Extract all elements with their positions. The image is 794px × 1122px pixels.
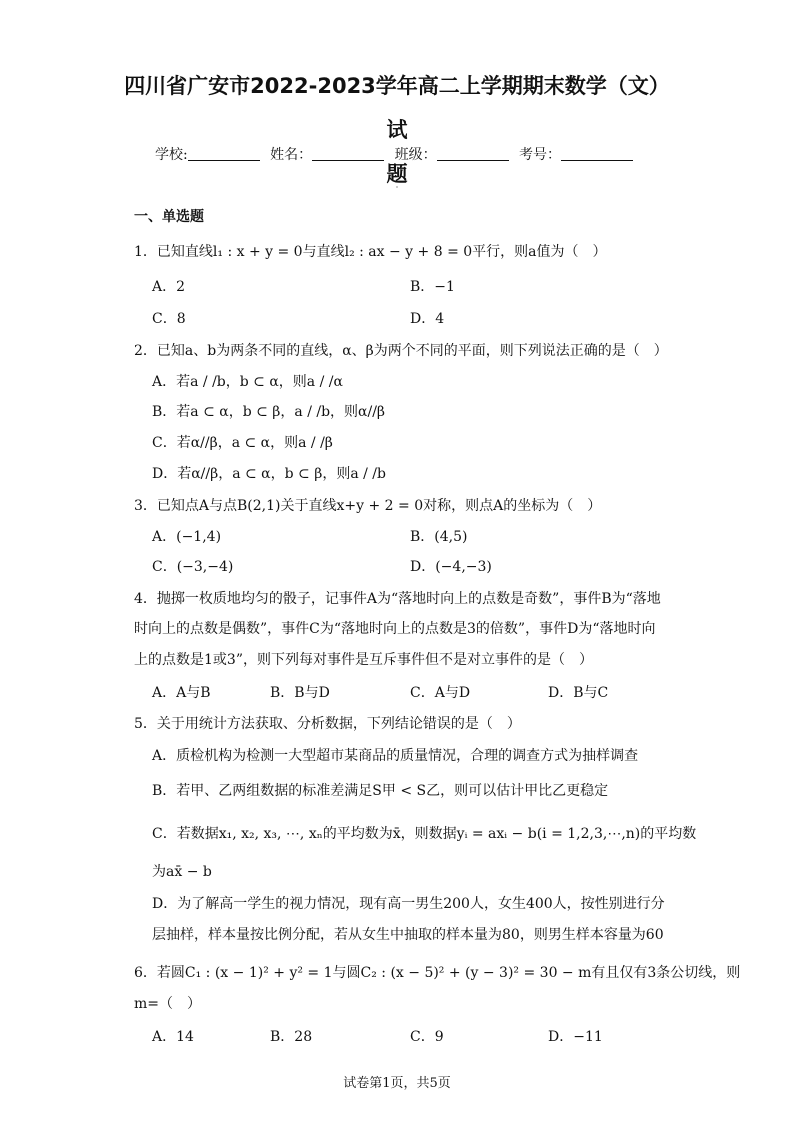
- school-blank: [188, 146, 260, 161]
- q4-option-d: D．B与C: [548, 685, 609, 701]
- q5-option-d-cont: 层抽样，样本量按比例分配，若从女生中抽取的样本量为80，则男生样本容量为60: [152, 927, 664, 943]
- q6-option-d: D．−11: [548, 1029, 603, 1045]
- student-info-row: [0, 144, 794, 164]
- id-label: 考号：: [519, 147, 562, 163]
- title-line-2: 题: [386, 162, 408, 186]
- q5-option-a: A．质检机构为检测一大型超市某商品的质量情况，合理的调查方式为抽样调查: [152, 748, 639, 764]
- center-dot: [396, 186, 398, 188]
- q3-option-c: C．(−3,−4): [152, 559, 234, 575]
- q4-option-c: C．A与D: [410, 685, 471, 701]
- question-4-stem-line-1: 4．抛掷一枚质地均匀的骰子，记事件A为“落地时向上的点数是奇数”，事件B为“落地: [134, 591, 661, 607]
- q5-option-c: C．若数据x₁, x₂, x₃, ⋯, xₙ的平均数为x̄，则数据yᵢ = axᵢ − b(i = 1,2,3,⋯,n)的平均数: [152, 826, 697, 842]
- question-5-stem: 5．关于用统计方法获取、分析数据，下列结论错误的是（ ）: [134, 716, 521, 732]
- q5-option-b: B．若甲、乙两组数据的标准差满足S甲 < S乙，则可以估计甲比乙更稳定: [152, 783, 609, 799]
- q2-option-a: A．若a / /b，b ⊂ α，则a / /α: [152, 374, 343, 390]
- question-4-stem-line-2: 时向上的点数是偶数”，事件C为“落地时向上的点数是3的倍数”，事件D为“落地时向: [134, 621, 656, 637]
- q6-option-c: C．9: [410, 1029, 444, 1045]
- question-6-stem-line-2: m=（ ）: [134, 996, 202, 1012]
- section-title: 一、单选题: [134, 209, 204, 225]
- class-blank: [437, 146, 509, 161]
- q1-option-a: A．2: [152, 279, 186, 295]
- q6-option-a: A．14: [152, 1029, 194, 1045]
- q2-option-d: D．若α//β，a ⊂ α，b ⊂ β，则a / /b: [152, 466, 386, 482]
- q4-option-b: B．B与D: [270, 685, 330, 701]
- q3-option-a: A．(−1,4): [152, 529, 222, 545]
- q3-option-d: D．(−4,−3): [410, 559, 492, 575]
- page-footer: 试卷第1页，共5页: [343, 1076, 451, 1091]
- name-blank: [312, 146, 384, 161]
- question-3-stem: 3．已知点A与点B(2,1)关于直线x+y + 2 = 0对称，则点A的坐标为（ ）: [134, 498, 602, 514]
- id-blank: [561, 146, 633, 161]
- question-6-stem-line-1: 6．若圆C₁ : (x − 1)² + y² = 1与圆C₂ : (x − 5)² + (y − 3)² = 30 − m有且仅有3条公切线，则: [134, 965, 741, 981]
- q1-option-d: D．4: [410, 311, 445, 327]
- q2-option-c: C．若α//β，a ⊂ α，则a / /β: [152, 435, 333, 451]
- class-label: 班级：: [394, 147, 437, 163]
- q4-option-a: A．A与B: [152, 685, 211, 701]
- page-title: [120, 64, 674, 196]
- q1-option-b: B．−1: [410, 279, 455, 295]
- name-label: 姓名：: [270, 147, 313, 163]
- q3-option-b: B．(4,5): [410, 529, 468, 545]
- question-1-stem: 1．已知直线l₁ : x + y = 0与直线l₂ : ax − y + 8 = 0平行，则a值为（ ）: [134, 244, 607, 260]
- q6-option-b: B．28: [270, 1029, 313, 1045]
- question-4-stem-line-3: 上的点数是1或3”，则下列每对事件是互斥事件但不是对立事件的是（ ）: [134, 652, 593, 668]
- title-line-1: 四川省广安市2022-2023学年高二上学期期末数学（文）试: [124, 74, 670, 142]
- question-2-stem: 2．已知a、b为两条不同的直线，α、β为两个不同的平面，则下列说法正确的是（ ）: [134, 343, 668, 359]
- q2-option-b: B．若a ⊂ α，b ⊂ β，a / /b，则α//β: [152, 404, 386, 420]
- q5-option-c-cont: 为ax̄ − b: [152, 864, 212, 880]
- q5-option-d: D．为了解高一学生的视力情况，现有高一男生200人，女生400人，按性别进行分: [152, 896, 665, 912]
- q1-option-c: C．8: [152, 311, 186, 327]
- school-label: 学校:: [154, 147, 188, 163]
